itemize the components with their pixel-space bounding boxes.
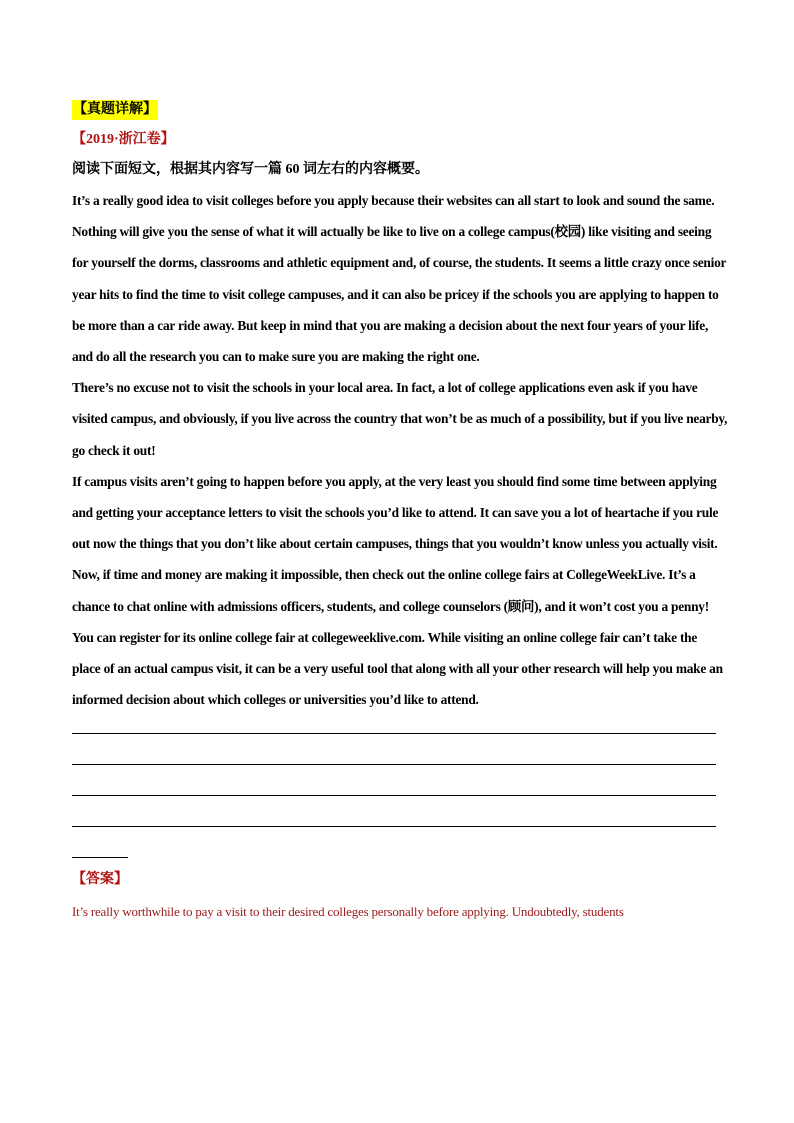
reading-passage bbox=[72, 185, 728, 715]
writing-line[interactable] bbox=[72, 795, 716, 796]
section-divider bbox=[72, 857, 128, 858]
writing-line[interactable] bbox=[72, 764, 716, 765]
writing-line[interactable] bbox=[72, 733, 716, 734]
passage-paragraph-3: If campus visits aren’t going to happen before you apply, at the very least you should find some time between applying and getting your acceptance letters to visit the schools you’d like to attend. It can save you a lot of heartache if you rule out now the things that you don’t like about certain campuses, things that you wouldn’t know unless you actually visit. bbox=[72, 473, 719, 552]
writing-line[interactable] bbox=[72, 826, 716, 827]
passage-paragraph-1: It’s a really good idea to visit colleges before you apply because their websites can all start to look and sound the same. Nothing will give you the sense of what it will actually be like to live on a college campus(校园) like visiting and seeing for yourself the dorms, classrooms and athletic equipment and, of course, the students. It seems a little crazy once senior year hits to find the time to visit college campuses, and it can also be pricey if the schools you are applying to happen to be more than a car ride away. But keep in mind that you are making a decision about the next four years of your life, and do all the research you can to make sure you are making the right one. bbox=[72, 193, 726, 365]
writing-area[interactable] bbox=[72, 733, 728, 827]
task-instruction: 阅读下面短文，根据其内容写一篇 60 词左右的内容概要。 bbox=[72, 162, 429, 177]
passage-paragraph-2: There’s no excuse not to visit the schools in your local area. In fact, a lot of college applications even ask if you have visited campus, and obviously, if you live across the country that won’t be as much of a possibility, but if you live nearby, go check it out! bbox=[72, 380, 728, 458]
answer-text: It’s really worthwhile to pay a visit to their desired colleges personally before applying. Undoubtedly, students bbox=[72, 904, 624, 920]
passage-paragraph-4: Now, if time and money are making it impossible, then check out the online college fairs at CollegeWeekLive. It’s a chance to chat online with admissions officers, students, and college counselors (顾问), and it won’t cost you a penny! You can register for its online college fair at collegeweeklive.com. While visiting an online college fair can’t take the place of an actual campus visit, it can be a very useful tool that along with all your other research will help you make an informed decision about which colleges or universities you’d like to attend. bbox=[72, 567, 723, 708]
section-tag: 【真题详解】 bbox=[72, 100, 158, 120]
source-tag: 【2019·浙江卷】 bbox=[72, 132, 175, 147]
document-page bbox=[72, 100, 728, 922]
answer-tag: 【答案】 bbox=[72, 872, 128, 888]
